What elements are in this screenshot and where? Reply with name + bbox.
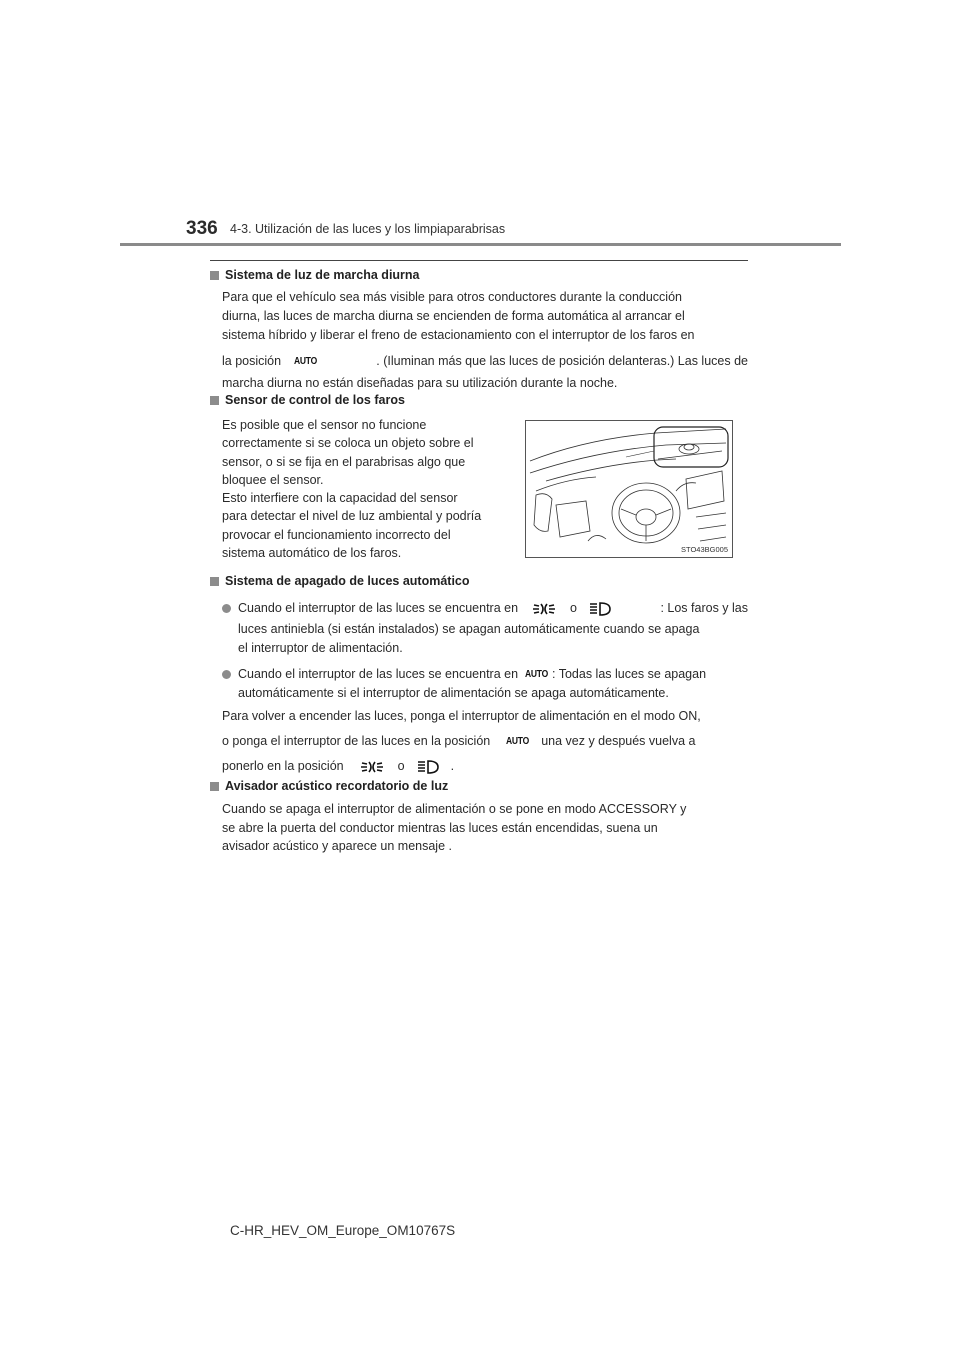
bullet-text: : Los faros y las: [660, 601, 748, 615]
buzzer-line: Cuando se apaga el interruptor de alimentación o se pone en modo ACCESSORY y: [222, 802, 687, 816]
buzzer-text: [222, 800, 748, 856]
headlight-icon: [589, 601, 611, 617]
bullet-line: [222, 599, 748, 618]
sensor-line: sistema automático de los faros.: [222, 546, 402, 561]
drl-line: Para que el vehículo sea más visible para otros conductores durante la conducción: [222, 290, 682, 304]
para-text: o ponga el interruptor de las luces en la posición: [222, 734, 491, 748]
auto-off-paragraph: [222, 707, 748, 776]
para-text: .: [450, 759, 455, 773]
headlight-icon: [417, 759, 439, 775]
auto-off-bullet-1: [222, 599, 748, 658]
sensor-line: Es posible que el sensor no funcione: [222, 418, 427, 432]
bullet-line: automáticamente si el interruptor de alimentación se apaga automáticamente.: [238, 686, 669, 700]
bullet-text: Cuando el interruptor de las luces se encuentra en: [238, 601, 519, 615]
drl-text: [222, 288, 748, 393]
sensor-line: correctamente si se coloca un objeto sobre el: [222, 436, 474, 451]
buzzer-line: se abre la puerta del conductor mientras las luces están encendidas, suena un: [222, 820, 658, 835]
auto-off-bullet-2: [222, 665, 748, 703]
tail-lights-icon: [532, 601, 556, 617]
document-code: C-HR_HEV_OM_Europe_OM10767S: [230, 1223, 456, 1238]
sensor-line: bloquee el sensor.: [222, 472, 324, 487]
sensor-line: para detectar el nivel de luz ambiental y podría: [222, 509, 482, 524]
para-line: Para volver a encender las luces, ponga el interruptor de alimentación en el modo ON,: [222, 709, 701, 723]
bullet-line: [222, 665, 748, 684]
tail-lights-icon: [360, 759, 384, 775]
sensor-heading: [210, 393, 405, 407]
auto-icon: AUTO: [525, 669, 548, 680]
auto-icon: AUTO: [293, 356, 317, 367]
round-bullet-icon: [222, 604, 231, 613]
sensor-title: Sensor de control de los faros: [225, 393, 405, 407]
square-bullet-icon: [210, 271, 219, 280]
square-bullet-icon: [210, 577, 219, 586]
auto-icon: AUTO: [506, 736, 530, 747]
drl-line: diurna, las luces de marcha diurna se encienden de forma automática al arrancar el: [222, 309, 685, 323]
auto-off-heading: [210, 574, 470, 588]
para-line: [222, 732, 748, 751]
sensor-text: [222, 416, 506, 562]
dashboard-drawing: [526, 421, 732, 557]
drl-line: sistema híbrido y liberar el freno de estacionamiento con el interruptor de los faros en: [222, 328, 695, 342]
page-number: 336: [186, 218, 218, 239]
bullet-text: : Todas las luces se apagan: [552, 667, 707, 681]
square-bullet-icon: [210, 782, 219, 791]
para-text: una vez y después vuelva a: [541, 734, 696, 748]
bullet-text: Cuando el interruptor de las luces se encuentra en: [238, 667, 519, 681]
sensor-line: sensor, o si se fija en el parabrisas algo que: [222, 454, 466, 469]
buzzer-title: Avisador acústico recordatorio de luz: [225, 779, 449, 793]
para-text: o: [397, 759, 405, 773]
bullet-line: el interruptor de alimentación.: [238, 641, 403, 655]
figure-label: STO43BG005: [681, 545, 728, 554]
para-text: ponerlo en la posición: [222, 759, 344, 773]
section-rule: [210, 260, 748, 261]
drl-title: Sistema de luz de marcha diurna: [225, 268, 420, 282]
drl-text-fragment: . (Iluminan más que las luces de posición delanteras.) Las luces de: [376, 354, 748, 368]
auto-off-title: Sistema de apagado de luces automático: [225, 574, 470, 588]
drl-heading: [210, 268, 420, 282]
sensor-illustration: [525, 420, 733, 558]
drl-line: [222, 352, 748, 371]
header-rule: [120, 243, 841, 246]
square-bullet-icon: [210, 396, 219, 405]
bullet-text: o: [570, 601, 577, 615]
drl-line: marcha diurna no están diseñadas para su utilización durante la noche.: [222, 376, 618, 390]
buzzer-heading: [210, 779, 448, 793]
sensor-line: Esto interfiere con la capacidad del sensor: [222, 491, 458, 506]
buzzer-line: avisador acústico y aparece un mensaje .: [222, 839, 452, 853]
bullet-line: luces antiniebla (si están instalados) se apagan automáticamente cuando se apaga: [238, 622, 700, 636]
drl-text-fragment: la posición: [222, 354, 282, 368]
round-bullet-icon: [222, 670, 231, 679]
chapter-title: 4-3. Utilización de las luces y los limpiaparabrisas: [230, 222, 506, 236]
sensor-line: provocar el funcionamiento incorrecto del: [222, 527, 451, 542]
para-line: [222, 757, 748, 776]
